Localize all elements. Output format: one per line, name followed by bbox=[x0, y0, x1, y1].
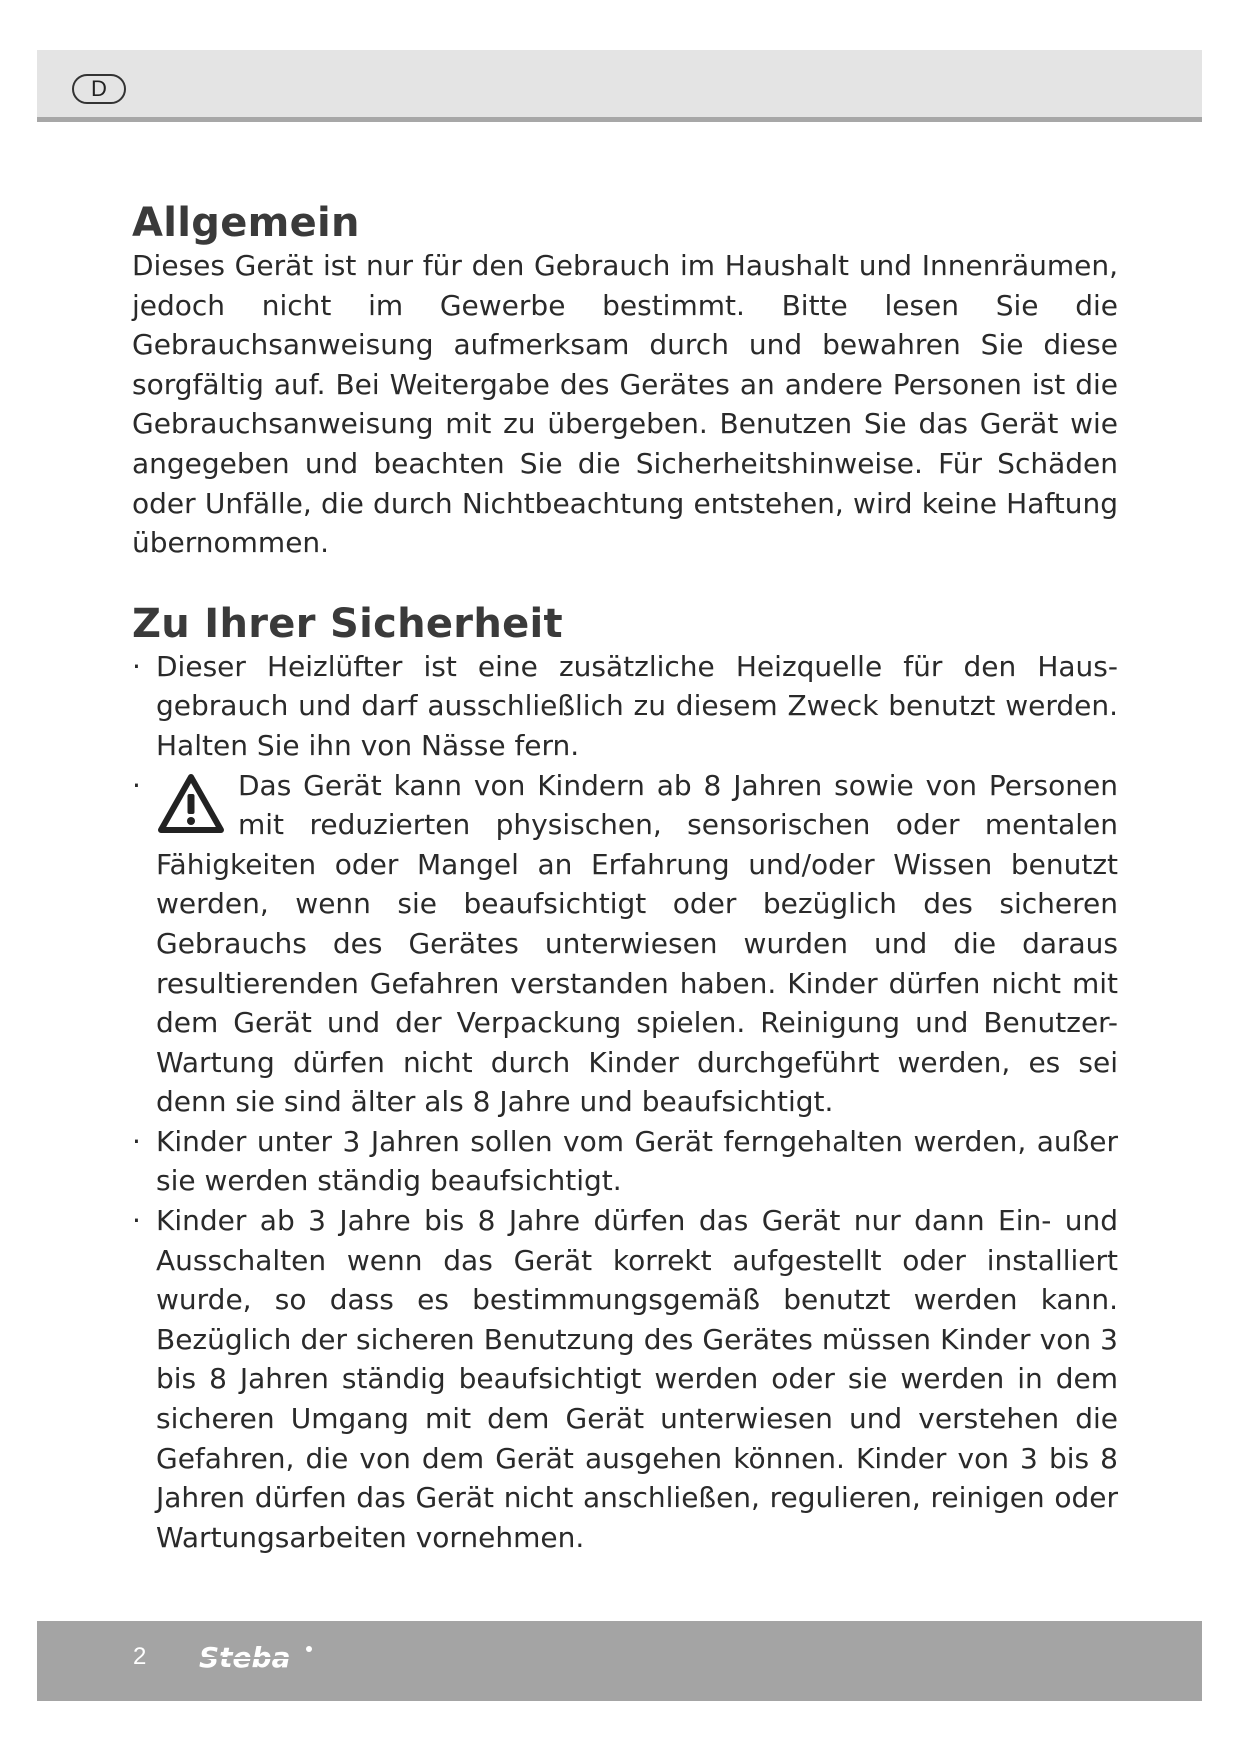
list-item-text: Kinder unter 3 Jahren sollen vom Gerät ferngehalten werden, außer sie werden ständig beaufsichtigt. bbox=[156, 1124, 1118, 1198]
language-badge: D bbox=[72, 74, 126, 104]
list-item bbox=[132, 1122, 1118, 1201]
list-item bbox=[132, 647, 1118, 766]
bullet-dot: · bbox=[132, 768, 141, 802]
page-header bbox=[37, 50, 1202, 122]
list-item-text: Das Gerät kann von Kindern ab 8 Jahren sowie von Personen mit reduzierten physischen, sensorischen oder mentalen Fähigkeiten oder Mangel an Erfahrung und/oder Wissen benutzt werden, wenn sie beaufsichtigt oder bezüglich des sicheren Gebrauchs des Gerätes unterwiesen wurden und die daraus resultierenden Gefahren verstanden haben. Kinder dürfen nicht mit dem Gerät und der Verpackung spielen. Reinigung und Benutzer-Wartung dürfen nicht durch Kinder durchgeführt werden, es sei denn sie sind älter als 8 Jahre und beaufsichtigt. bbox=[156, 768, 1118, 1119]
list-item-text: Dieser Heizlüfter ist eine zusätzliche Heizquelle für den Hausgebrauch und darf ausschließlich zu diesem Zweck benutzt werden. Halten Sie ihn von Nässe fern. bbox=[156, 649, 1118, 762]
bullet-dot: · bbox=[132, 1204, 141, 1238]
page-footer bbox=[37, 1621, 1202, 1701]
svg-text:Steba: Steba bbox=[199, 1641, 291, 1674]
section-safety bbox=[132, 601, 1118, 1558]
bullet-dot: · bbox=[132, 1124, 141, 1158]
safety-list bbox=[132, 647, 1118, 1558]
bullet-dot: · bbox=[132, 649, 141, 683]
steba-logo bbox=[195, 1637, 325, 1681]
section-title-general: Allgemein bbox=[132, 200, 360, 246]
warning-triangle-icon bbox=[156, 772, 226, 836]
page-content bbox=[132, 200, 1118, 1557]
list-item-text: Kinder ab 3 Jahre bis 8 Jahre dürfen das Gerät nur dann Ein- und Ausschalten wenn das Gerät korrekt aufgestellt oder installiert wurde, so dass es bestimmungsgemäß benutzt werden kann. Bezüglich der sicheren Benutzung des Gerätes müssen Kinder von 3 bis 8 Jahren ständig beaufsichtigt werden oder sie werden in dem sicheren Umgang mit dem Gerät unterwiesen und verstehen die Gefahren, die von dem Gerät ausgehen können. Kinder von 3 bis 8 Jahren dürfen das Gerät nicht anschließen, regulieren, reinigen oder Wartungsarbeiten vornehmen. bbox=[156, 1204, 1118, 1554]
page-number: 2 bbox=[133, 1643, 147, 1670]
section-title-safety: Zu Ihrer Sicherheit bbox=[132, 600, 563, 647]
section-general bbox=[132, 200, 1118, 563]
general-paragraph: Dieses Gerät ist nur für den Gebrauch im Haushalt und Innenräumen, jedoch nicht im Gewerbe bestimmt. Bitte lesen Sie die Gebrauchsanweisung aufmerksam durch und bewahren Sie diese sorgfältig auf. Bei Weitergabe des Gerätes an andere Personen ist die Gebrauchsanweisung mit zu übergeben. Benutzen Sie das Gerät wie angegeben und beachten Sie die Sicherheitshinweise. Für Schäden oder Unfälle, die durch Nichtbeachtung entstehen, wird keine Haftung übernommen. bbox=[132, 249, 1118, 560]
list-item bbox=[132, 766, 1118, 1122]
list-item bbox=[132, 1201, 1118, 1557]
